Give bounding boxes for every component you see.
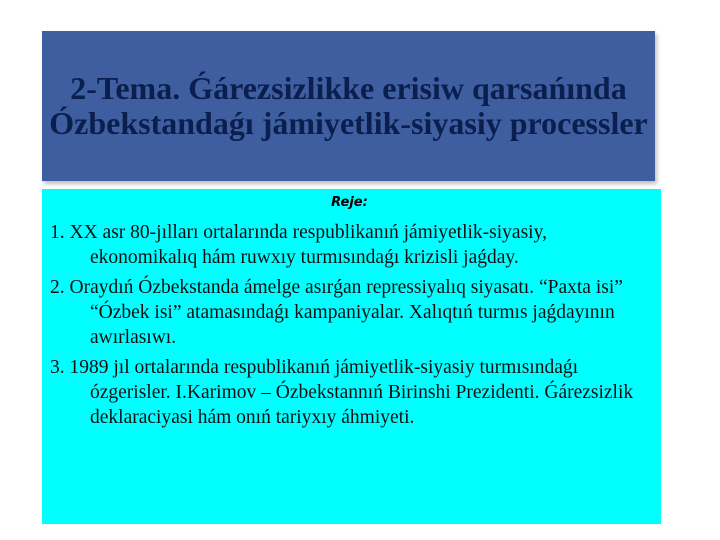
- title-banner: [42, 31, 655, 181]
- plan-heading: Reje:: [331, 195, 368, 210]
- agenda-item-2: 2. Oraydıń Ózbekstanda ámelge asırǵan repressiyalıq siyasatı. “Paxta isi” “Ózbek isi” atamasındaǵı kampaniyalar. Xalıqtıń turmıs jaǵdayının awırlasıwı.: [50, 277, 623, 348]
- agenda-item-3: 3. 1989 jıl ortalarında respublikanıń jámiyetlik-siyasiy turmısındaǵı ózgerisler. I.Karimov – Ózbekstannıń Birinshi Prezidenti. Ǵárezsizlik deklaraciyasi hám onıń tariyxıy áhmiyeti.: [50, 357, 634, 428]
- content-panel: [42, 189, 661, 524]
- agenda-list: [50, 220, 649, 430]
- slide-title: 2-Tema. Ǵárezsizlikke erisiw qarsańında Ózbekstandaǵı jámiyetlik-siyasiy processler: [49, 70, 648, 141]
- agenda-item-1: 1. XX asr 80-jılları ortalarında respublikanıń jámiyetlik-siyasiy, ekonomikalıq hám ruwxıy turmısındaǵı krizisli jaǵday.: [50, 222, 547, 268]
